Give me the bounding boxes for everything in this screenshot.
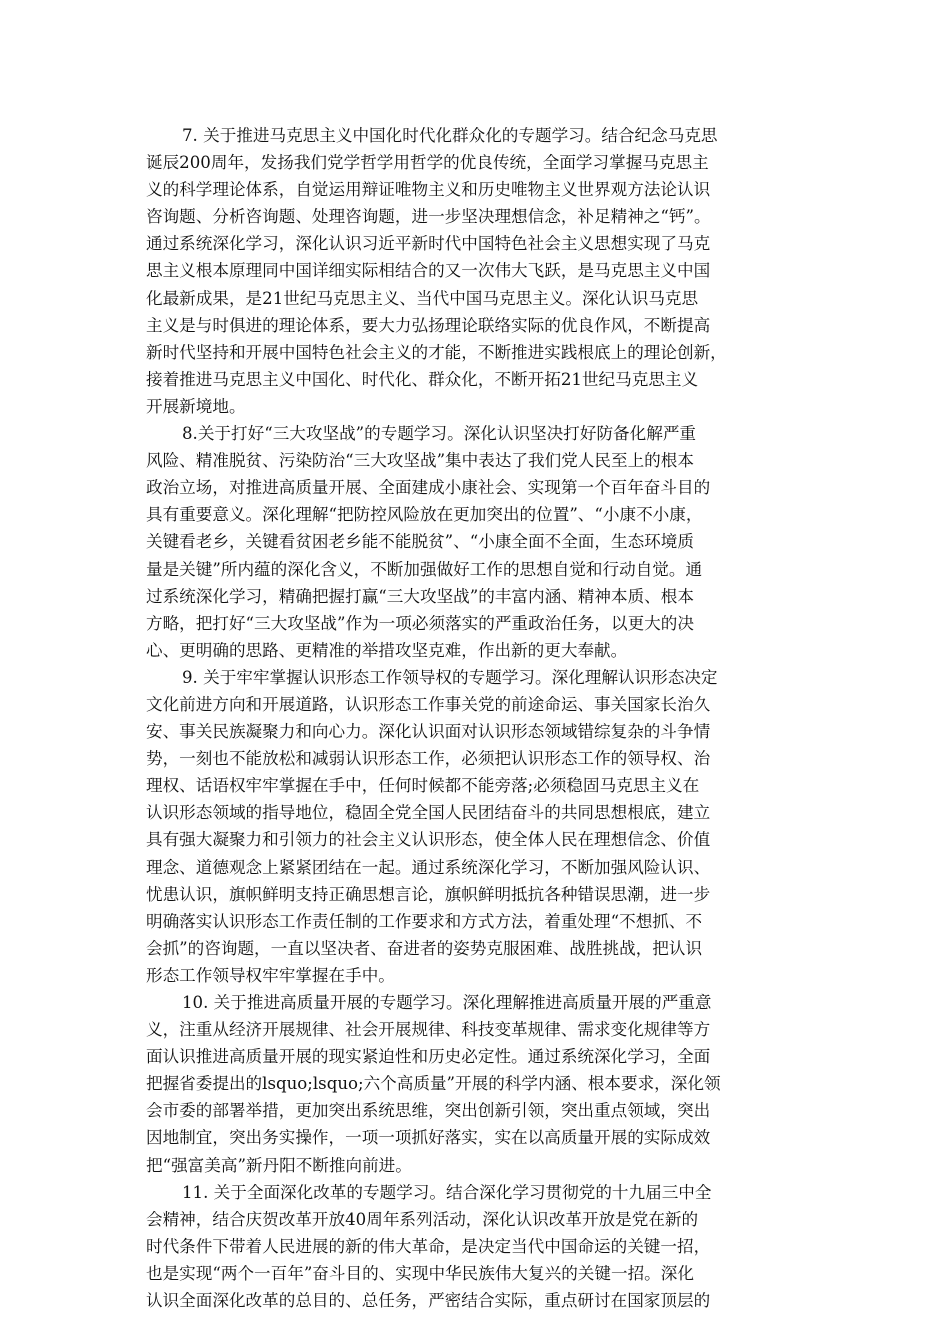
text-line: 通过系统深化学习，深化认识习近平新时代中国特色社会主义思想实现了马克 [146,234,711,254]
text-line: 政治立场，对推进高质量开展、全面建成小康社会、实现第一个百年奋斗目的 [146,478,711,498]
text-line: 时代条件下带着人民进展的新的伟大革命，是决定当代中国命运的关键一招， [146,1236,711,1256]
text-line: 义，注重从经济开展规律、社会开展规律、科技变革规律、需求变化规律等方 [146,1020,711,1040]
text-line: 开展新境地。 [146,396,246,416]
text-line: 理念、道德观念上紧紧团结在一起。通过系统深化学习，不断加强风险认识、 [146,857,711,877]
text-line: 新时代坚持和开展中国特色社会主义的才能，不断推进实践根底上的理论创新， [146,342,727,362]
text-line: 把握省委提出的lsquo;lsquo;六个高质量”开展的科学内涵、根本要求，深化领 [146,1074,721,1094]
paragraph-first-line: 10. 关于推进高质量开展的专题学习。深化理解推进高质量开展的严重意 [182,993,712,1012]
text-line: 会市委的部署举措，更加突出系统思维，突出创新引领，突出重点领域，突出 [146,1101,711,1121]
text-line: 明确落实认识形态工作责任制的工作要求和方式方法，着重处理“不想抓、不 [146,911,703,931]
text-line: 形态工作领导权牢牢掌握在手中。 [146,965,395,985]
text-line: 思主义根本原理同中国详细实际相结合的又一次伟大飞跃，是马克思主义中国 [146,261,711,281]
text-line: 认识形态领域的指导地位，稳固全党全国人民团结奋斗的共同思想根底，建立 [146,803,711,823]
text-line: 会抓”的咨询题，一直以坚决者、奋进者的姿势克服困难、战胜挑战，把认识 [146,938,703,958]
text-line: 安、事关民族凝聚力和向心力。深化认识面对认识形态领域错综复杂的斗争情 [146,722,711,742]
text-line: 方略，把打好“三大攻坚战”作为一项必须落实的严重政治任务，以更大的决 [146,613,694,633]
text-line: 主义是与时俱进的理论体系，要大力弘扬理论联络实际的优良作风，不断提高 [146,315,711,335]
text-line: 把“强富美高”新丹阳不断推向前进。 [146,1155,412,1175]
text-line: 具有强大凝聚力和引领力的社会主义认识形态，使全体人民在理想信念、价值 [146,830,711,850]
text-line: 接着推进马克思主义中国化、时代化、群众化，不断开拓21世纪马克思主义 [146,369,699,389]
text-line: 文化前进方向和开展道路，认识形态工作事关党的前途命运、事关国家长治久 [146,694,711,714]
document-body [146,122,806,1314]
text-line: 过系统深化学习，精确把握打赢“三大攻坚战”的丰富内涵、精神本质、根本 [146,586,694,606]
text-line: 诞辰200周年，发扬我们党学哲学用哲学的优良传统，全面学习掌握马克思主 [146,153,709,173]
text-line: 面认识推进高质量开展的现实紧迫性和历史必定性。通过系统深化学习，全面 [146,1047,711,1067]
text-line: 势，一刻也不能放松和减弱认识形态工作，必须把认识形态工作的领导权、治 [146,749,711,769]
paragraph-first-line: 11. 关于全面深化改革的专题学习。结合深化学习贯彻党的十九届三中全 [182,1182,712,1202]
text-line: 具有重要意义。深化理解“把防控风险放在更加突出的位置”、“小康不小康， [146,505,703,525]
text-line: 认识全面深化改革的总目的、总任务，严密结合实际，重点研讨在国家顶层的 [146,1291,711,1311]
text-line: 理权、话语权牢牢掌握在手中，任何时候都不能旁落;必须稳固马克思主义在 [146,776,700,796]
text-line: 因地制宜，突出务实操作，一项一项抓好落实，实在以高质量开展的实际成效 [146,1128,711,1148]
paragraph-first-line: 7. 关于推进马克思主义中国化时代化群众化的专题学习。结合纪念马克思 [182,126,718,145]
text-line: 咨询题、分析咨询题、处理咨询题，进一步坚决理想信念，补足精神之“钙”。 [146,207,711,227]
text-line: 义的科学理论体系，自觉运用辩证唯物主义和历史唯物主义世界观方法论认识 [146,180,711,200]
paragraph-first-line: 9. 关于牢牢掌握认识形态工作领导权的专题学习。深化理解认识形态决定 [182,667,718,687]
text-line: 心、更明确的思路、更精准的举措攻坚克难，作出新的更大奉献。 [146,640,628,660]
text-line: 量是关键”所内蕴的深化含义，不断加强做好工作的思想自觉和行动自觉。通 [146,559,703,579]
text-line: 会精神，结合庆贺改革开放40周年系列活动，深化认识改革开放是党在新的 [146,1209,699,1229]
text-line: 化最新成果，是21世纪马克思主义、当代中国马克思主义。深化认识马克思 [146,288,699,308]
text-line: 忧患认识，旗帜鲜明支持正确思想言论，旗帜鲜明抵抗各种错误思潮，进一步 [146,884,711,904]
text-line: 关键看老乡，关键看贫困老乡能不能脱贫”、“小康全面不全面，生态环境质 [146,532,694,552]
text-line: 风险、精准脱贫、污染防治“三大攻坚战”集中表达了我们党人民至上的根本 [146,451,694,471]
paragraph-first-line: 8.关于打好“三大攻坚战”的专题学习。深化认识坚决打好防备化解严重 [182,424,697,444]
text-line: 也是实现“两个一百年”奋斗目的、实现中华民族伟大复兴的关键一招。深化 [146,1263,694,1283]
